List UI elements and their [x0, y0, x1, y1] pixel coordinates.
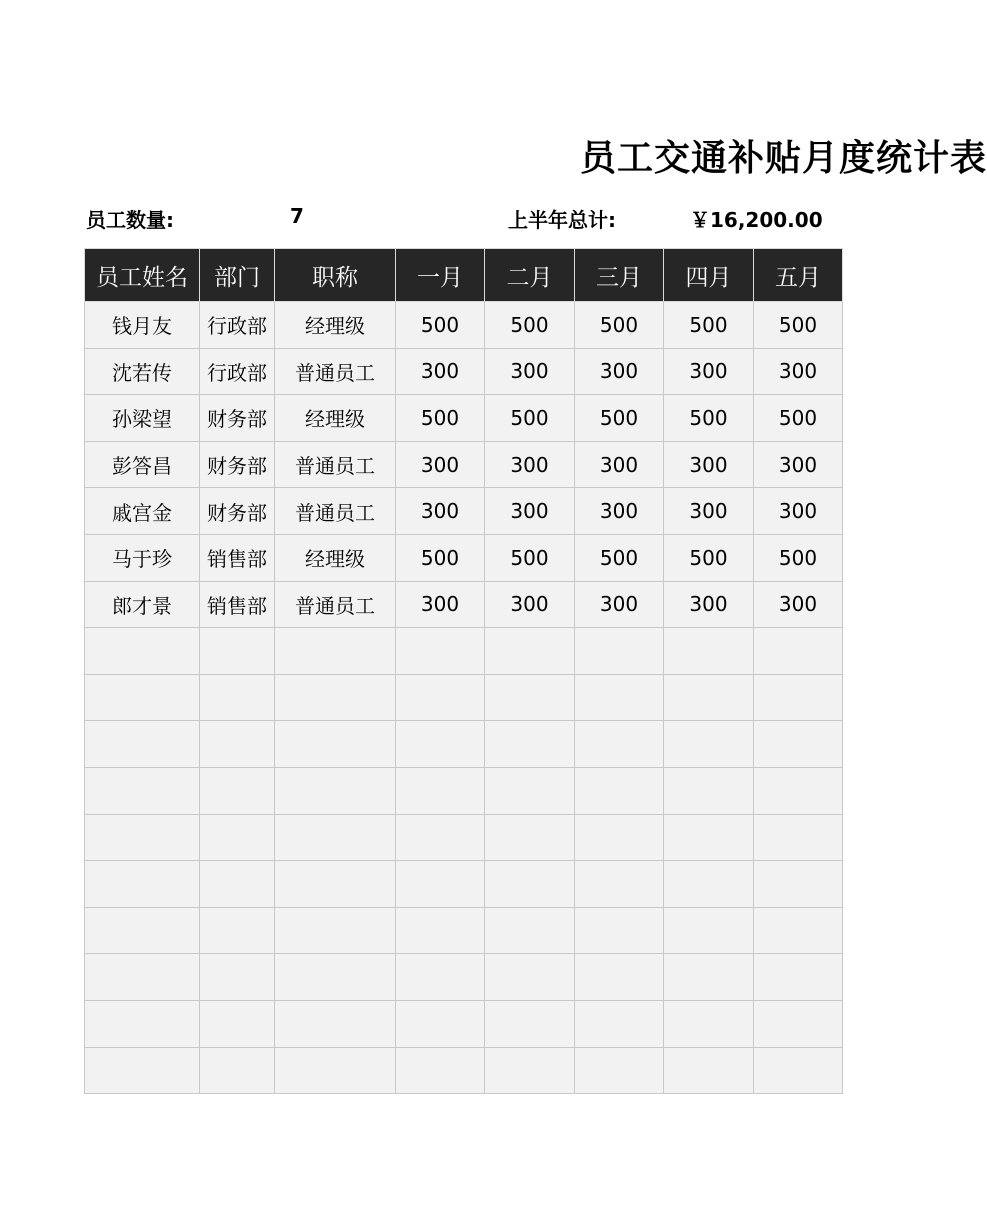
- table-cell[interactable]: [485, 721, 575, 768]
- table-cell[interactable]: 500: [664, 302, 754, 349]
- table-cell[interactable]: [575, 954, 664, 1001]
- title-clip: [520, 128, 987, 180]
- table-cell[interactable]: [754, 907, 843, 954]
- table-cell[interactable]: [396, 674, 485, 721]
- table-cell[interactable]: [85, 1000, 200, 1047]
- table-cell[interactable]: [485, 907, 575, 954]
- table-cell[interactable]: 300: [754, 581, 843, 628]
- table-cell[interactable]: 沈若传: [85, 348, 200, 395]
- table-cell[interactable]: [664, 1000, 754, 1047]
- table-cell[interactable]: [664, 907, 754, 954]
- table-cell[interactable]: [200, 814, 275, 861]
- table-cell[interactable]: 普通员工: [275, 441, 396, 488]
- table-cell[interactable]: [85, 721, 200, 768]
- table-cell[interactable]: 财务部: [200, 395, 275, 442]
- table-cell[interactable]: [275, 814, 396, 861]
- table-cell[interactable]: [754, 628, 843, 675]
- table-cell[interactable]: 500: [485, 302, 575, 349]
- table-row: [85, 628, 843, 675]
- half-year-total-label: 上半年总计:: [508, 208, 616, 232]
- table-cell[interactable]: [85, 814, 200, 861]
- table-cell[interactable]: [396, 861, 485, 908]
- table-cell[interactable]: 300: [754, 488, 843, 535]
- table-cell[interactable]: [396, 628, 485, 675]
- table-cell[interactable]: 彭答昌: [85, 441, 200, 488]
- column-header[interactable]: 部门: [200, 249, 275, 302]
- table-cell[interactable]: [200, 674, 275, 721]
- table-row: [85, 721, 843, 768]
- table-cell[interactable]: 300: [664, 348, 754, 395]
- table-row: [85, 861, 843, 908]
- column-header[interactable]: 四月: [664, 249, 754, 302]
- table-cell[interactable]: 500: [575, 534, 664, 581]
- table-cell[interactable]: [754, 1000, 843, 1047]
- table-row: [85, 534, 843, 581]
- table-cell[interactable]: [396, 907, 485, 954]
- table-cell[interactable]: [575, 814, 664, 861]
- table-cell[interactable]: 300: [664, 488, 754, 535]
- table-cell[interactable]: 300: [396, 441, 485, 488]
- table-cell[interactable]: [200, 907, 275, 954]
- table-cell[interactable]: [485, 861, 575, 908]
- table-row: [85, 907, 843, 954]
- table-cell[interactable]: [200, 721, 275, 768]
- table-cell[interactable]: 500: [754, 534, 843, 581]
- table-cell[interactable]: [754, 1047, 843, 1094]
- table-cell[interactable]: [575, 1047, 664, 1094]
- table-cell[interactable]: [396, 954, 485, 1001]
- table-cell[interactable]: 500: [396, 302, 485, 349]
- column-header[interactable]: 员工姓名: [85, 249, 200, 302]
- table-cell[interactable]: [485, 767, 575, 814]
- employee-count-label: 员工数量:: [86, 208, 174, 232]
- table-cell[interactable]: 500: [754, 395, 843, 442]
- table-cell[interactable]: [575, 721, 664, 768]
- table-cell[interactable]: 销售部: [200, 534, 275, 581]
- table-row: [85, 488, 843, 535]
- table-cell[interactable]: [664, 628, 754, 675]
- allowance-table: [84, 248, 843, 1094]
- table-cell[interactable]: [664, 674, 754, 721]
- table-cell[interactable]: [396, 1000, 485, 1047]
- table-body: [85, 302, 843, 1094]
- table-row: [85, 1000, 843, 1047]
- table-cell[interactable]: [275, 1000, 396, 1047]
- table-cell[interactable]: 300: [485, 441, 575, 488]
- table-cell[interactable]: [85, 1047, 200, 1094]
- table-cell[interactable]: 马于珍: [85, 534, 200, 581]
- table-cell[interactable]: 300: [575, 441, 664, 488]
- table-cell[interactable]: [664, 814, 754, 861]
- table-cell[interactable]: [575, 767, 664, 814]
- table-cell[interactable]: 300: [575, 581, 664, 628]
- table-cell[interactable]: 300: [754, 441, 843, 488]
- table-cell[interactable]: 行政部: [200, 348, 275, 395]
- table-cell[interactable]: 郎才景: [85, 581, 200, 628]
- table-cell[interactable]: [200, 767, 275, 814]
- table-cell[interactable]: [275, 861, 396, 908]
- table-cell[interactable]: [664, 954, 754, 1001]
- table-cell[interactable]: [396, 1047, 485, 1094]
- table-cell[interactable]: [485, 674, 575, 721]
- table-row: [85, 302, 843, 349]
- table-cell[interactable]: [200, 861, 275, 908]
- table-cell[interactable]: 经理级: [275, 534, 396, 581]
- table-cell[interactable]: [200, 628, 275, 675]
- table-cell[interactable]: [754, 861, 843, 908]
- table-cell[interactable]: [275, 628, 396, 675]
- column-header[interactable]: 五月: [754, 249, 843, 302]
- table-cell[interactable]: 300: [575, 348, 664, 395]
- table-cell[interactable]: 500: [664, 534, 754, 581]
- table-cell[interactable]: [485, 814, 575, 861]
- table-cell[interactable]: 500: [575, 395, 664, 442]
- table-cell[interactable]: [85, 628, 200, 675]
- table-cell[interactable]: [754, 674, 843, 721]
- table-cell[interactable]: [754, 814, 843, 861]
- table-cell[interactable]: [664, 767, 754, 814]
- table-cell[interactable]: [575, 1000, 664, 1047]
- table-cell[interactable]: 300: [485, 488, 575, 535]
- column-header[interactable]: 三月: [575, 249, 664, 302]
- table-cell[interactable]: [754, 954, 843, 1001]
- table-row: [85, 767, 843, 814]
- table-cell[interactable]: 钱月友: [85, 302, 200, 349]
- table-cell[interactable]: 300: [396, 488, 485, 535]
- table-cell[interactable]: [275, 1047, 396, 1094]
- table-row: [85, 348, 843, 395]
- table-cell[interactable]: [85, 767, 200, 814]
- table-cell[interactable]: 500: [664, 395, 754, 442]
- table-cell[interactable]: [275, 907, 396, 954]
- table-cell[interactable]: 500: [754, 302, 843, 349]
- table-cell[interactable]: [85, 954, 200, 1001]
- column-header[interactable]: 二月: [485, 249, 575, 302]
- table-cell[interactable]: [754, 721, 843, 768]
- table-cell[interactable]: 300: [396, 581, 485, 628]
- table-cell[interactable]: [575, 907, 664, 954]
- table-cell[interactable]: 经理级: [275, 302, 396, 349]
- table-cell[interactable]: 300: [485, 348, 575, 395]
- table-cell[interactable]: 销售部: [200, 581, 275, 628]
- table-cell[interactable]: [85, 674, 200, 721]
- table-cell[interactable]: 300: [575, 488, 664, 535]
- table-cell[interactable]: [664, 861, 754, 908]
- table-cell[interactable]: 300: [664, 441, 754, 488]
- page-title: 员工交通补贴月度统计表: [580, 138, 987, 179]
- table-cell[interactable]: 500: [485, 395, 575, 442]
- column-header[interactable]: 职称: [275, 249, 396, 302]
- table-cell[interactable]: 500: [575, 302, 664, 349]
- table-cell[interactable]: [275, 767, 396, 814]
- column-header[interactable]: 一月: [396, 249, 485, 302]
- table-cell[interactable]: 300: [485, 581, 575, 628]
- table-row: [85, 954, 843, 1001]
- table-cell[interactable]: 300: [396, 348, 485, 395]
- table-cell[interactable]: 经理级: [275, 395, 396, 442]
- table-cell[interactable]: [275, 674, 396, 721]
- table-row: [85, 814, 843, 861]
- table-row: [85, 395, 843, 442]
- table-cell[interactable]: 行政部: [200, 302, 275, 349]
- table-cell[interactable]: 300: [664, 581, 754, 628]
- table-cell[interactable]: [575, 674, 664, 721]
- table-cell[interactable]: 500: [396, 395, 485, 442]
- table-row: [85, 441, 843, 488]
- table-cell[interactable]: [85, 861, 200, 908]
- table-cell[interactable]: [200, 1000, 275, 1047]
- table-cell[interactable]: [485, 954, 575, 1001]
- table-cell[interactable]: [575, 628, 664, 675]
- table-row: [85, 674, 843, 721]
- table-cell[interactable]: 戚宫金: [85, 488, 200, 535]
- table-cell[interactable]: [396, 721, 485, 768]
- table-cell[interactable]: 普通员工: [275, 348, 396, 395]
- table-cell[interactable]: 普通员工: [275, 488, 396, 535]
- table-cell[interactable]: 财务部: [200, 488, 275, 535]
- table-cell[interactable]: 500: [396, 534, 485, 581]
- table-cell[interactable]: 500: [485, 534, 575, 581]
- table-cell[interactable]: [485, 628, 575, 675]
- table-cell[interactable]: 普通员工: [275, 581, 396, 628]
- table-cell[interactable]: [664, 1047, 754, 1094]
- table-cell[interactable]: [200, 1047, 275, 1094]
- table-row: [85, 581, 843, 628]
- table-cell[interactable]: [485, 1000, 575, 1047]
- table-row: [85, 1047, 843, 1094]
- table-cell[interactable]: [575, 861, 664, 908]
- table-cell[interactable]: [275, 954, 396, 1001]
- half-year-total-value: ￥16,200.00: [690, 208, 823, 232]
- table-cell[interactable]: [200, 954, 275, 1001]
- table-cell[interactable]: 孙梁望: [85, 395, 200, 442]
- table-cell[interactable]: [275, 721, 396, 768]
- table-cell[interactable]: [396, 767, 485, 814]
- table-cell[interactable]: [85, 907, 200, 954]
- table-cell[interactable]: [485, 1047, 575, 1094]
- table-cell[interactable]: 300: [754, 348, 843, 395]
- table-cell[interactable]: [754, 767, 843, 814]
- table-cell[interactable]: [664, 721, 754, 768]
- table-cell[interactable]: [396, 814, 485, 861]
- table-cell[interactable]: 财务部: [200, 441, 275, 488]
- table-header-row: [85, 249, 843, 302]
- employee-count-value: 7: [290, 204, 304, 228]
